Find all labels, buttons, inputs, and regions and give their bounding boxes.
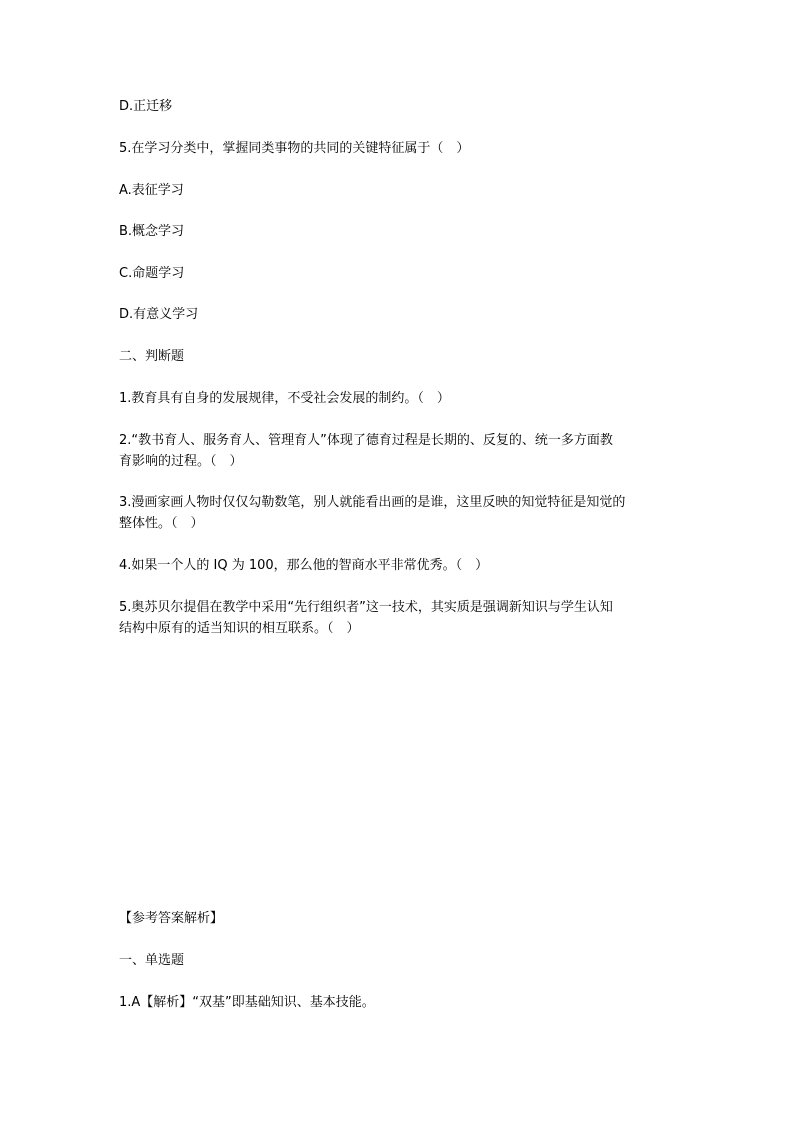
tf-item-5-line2: 结构中原有的适当知识的相互联系。（ ） [119, 621, 360, 636]
answers-heading: 【参考答案解析】 [119, 911, 224, 926]
q5-option-c: C.命题学习 [119, 266, 185, 281]
section2-heading: 二、判断题 [119, 349, 185, 364]
tf-item-4: 4.如果一个人的 IQ 为 100，那么他的智商水平非常优秀。（ ） [119, 558, 489, 573]
tf-item-3-line1: 3.漫画家画人物时仅仅勾勒数笔，别人就能看出画的是谁，这里反映的知觉特征是知觉的 [119, 495, 626, 510]
tf-item-2-line1: 2.“教书育人、服务育人、管理育人”体现了德育过程是长期的、反复的、统一多方面教 [119, 433, 613, 448]
q5-option-d: D.有意义学习 [119, 307, 199, 322]
answers-section1-heading: 一、单选题 [119, 953, 185, 968]
q5-option-a: A.表征学习 [119, 183, 184, 198]
q5-stem: 5.在学习分类中，掌握同类事物的共同的关键特征属于（ ） [119, 141, 470, 156]
tf-item-5-line1: 5.奥苏贝尔提倡在教学中采用“先行组织者”这一技术，其实质是强调新知识与学生认知 [119, 600, 613, 615]
q5-option-b: B.概念学习 [119, 224, 185, 239]
q4-option-d: D.正迁移 [119, 99, 173, 114]
tf-item-1: 1.教育具有自身的发展规律，不受社会发展的制约。（ ） [119, 391, 450, 406]
tf-item-2-line2: 育影响的过程。（ ） [119, 454, 243, 469]
answer-item-1: 1.A【解析】“双基”即基础知识、基本技能。 [119, 995, 375, 1010]
tf-item-3-line2: 整体性。（ ） [119, 516, 204, 531]
